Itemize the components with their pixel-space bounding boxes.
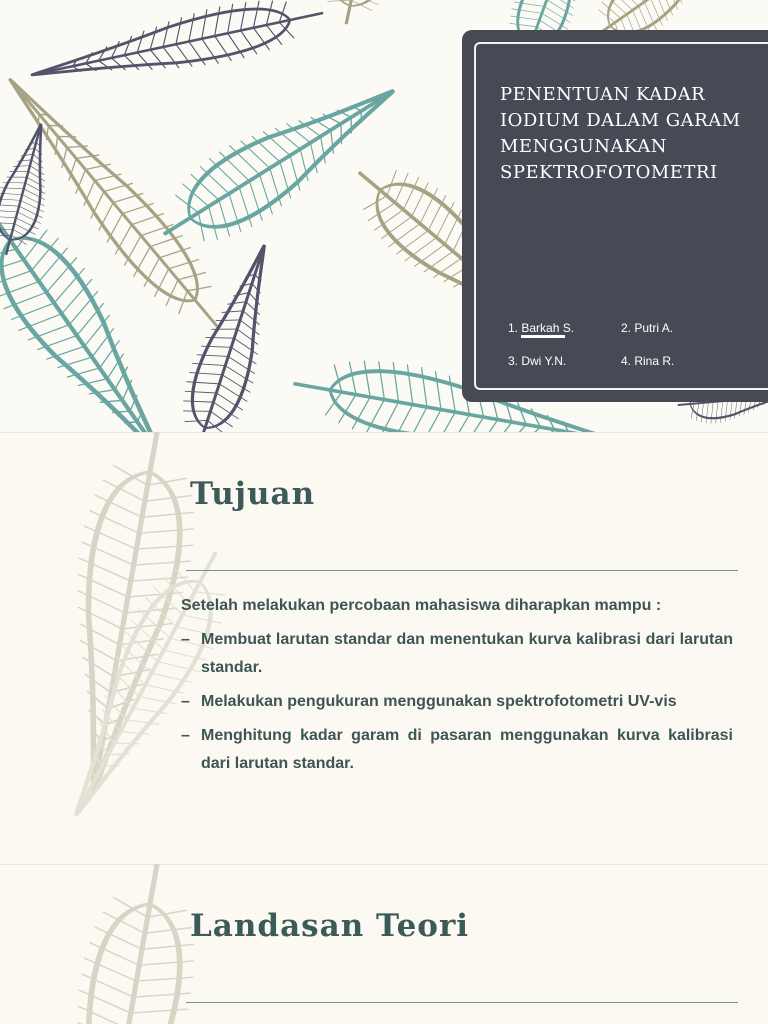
tujuan-slide <box>0 432 768 864</box>
list-item-text: Melakukan pengukuran menggunakan spektrofotometri UV-vis <box>201 693 677 710</box>
tujuan-heading-rule <box>186 570 738 571</box>
list-item-text: Membuat larutan standar dan menentukan kurva kalibrasi dari larutan standar. <box>201 631 733 676</box>
title-card-frame <box>474 42 768 390</box>
presentation-title: PENENTUAN KADAR IODIUM DALAM GARAM MENGGUNAKAN SPEKTROFOTOMETRI <box>500 84 741 183</box>
list-item <box>181 688 733 716</box>
author-4: 4. Rina R. <box>621 354 675 368</box>
landasan-heading-rule <box>186 1002 738 1003</box>
author-2: 2. Putri A. <box>621 321 674 335</box>
faded-feather-decoration <box>0 864 768 1024</box>
list-item-text: Menghitung kadar garam di pasaran menggunakan kurva kalibrasi dari larutan standar. <box>201 727 733 772</box>
dash-bullet: – <box>181 631 190 648</box>
landasan-teori-slide <box>0 864 768 1024</box>
dash-bullet: – <box>181 727 190 744</box>
dash-bullet: – <box>181 693 190 710</box>
tujuan-points <box>181 626 733 778</box>
title-underline <box>521 335 565 338</box>
tujuan-body <box>181 592 733 784</box>
author-3: 3. Dwi Y.N. <box>508 354 567 368</box>
landasan-heading: Landasan Teori <box>190 908 470 944</box>
tujuan-intro: Setelah melakukan percobaan mahasiswa diharapkan mampu : <box>181 597 662 614</box>
cover-slide <box>0 0 768 432</box>
list-item <box>181 722 733 778</box>
author-1: 1. Barkah S. <box>508 321 575 335</box>
tujuan-heading: Tujuan <box>190 476 316 512</box>
title-card <box>462 30 768 402</box>
list-item <box>181 626 733 682</box>
